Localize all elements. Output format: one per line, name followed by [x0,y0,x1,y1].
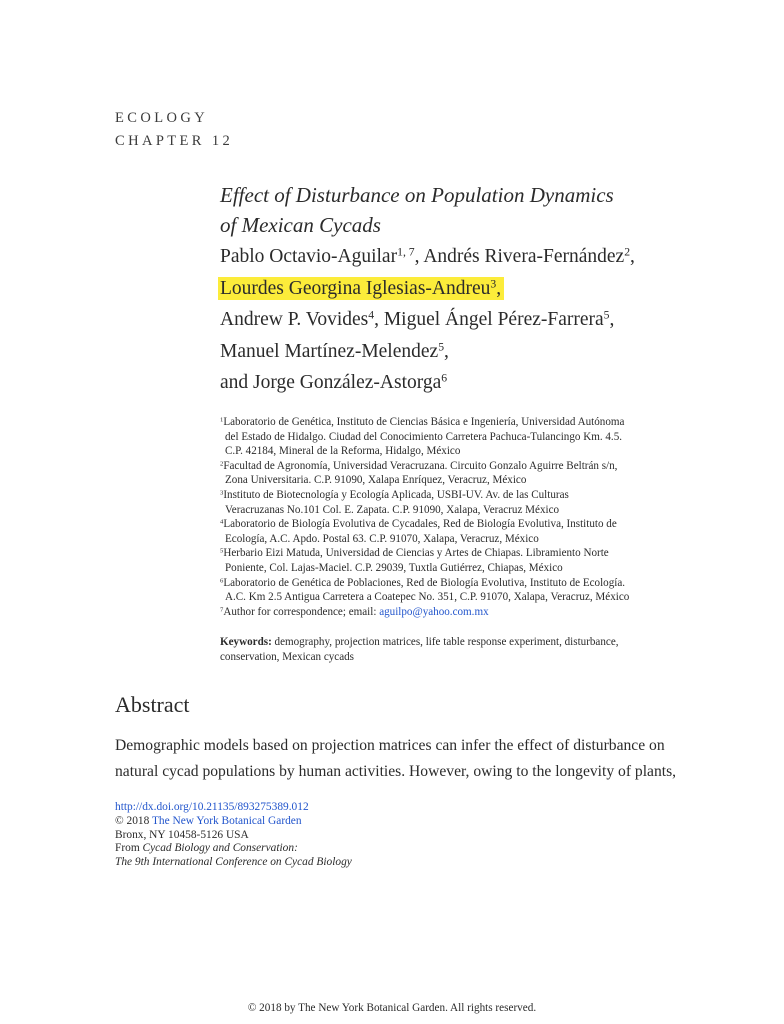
correspondence: $^7$Author for correspondence; email: aguilpo@yahoo.com.mx [220,605,489,618]
affiliation-4: $^4$Laboratorio de Biología Evolutiva de Cycadales, Red de Biología Evolutiva, Instituto de Ecología, A.C. Apdo. Postal 63. C.P. 91070, Xalapa, Veracruz, México [220,518,617,545]
author-affil-ref: 5 [438,340,445,354]
author-name: Jorge González-Astorga [253,372,442,393]
author-name: Pablo Octavio-Aguilar [220,246,398,267]
publisher-address: Bronx, NY 10458-5126 USA [115,828,249,841]
author-affil-ref: 1, 7 [397,245,415,259]
author-line-3: Andrew P. Vovides$^4$, Miguel Ángel Pérez-Farrera$^5$, [220,308,615,330]
abstract-body [115,733,675,785]
author-name: Lourdes Georgina Iglesias-Andreu [220,277,491,299]
section-label: ECOLOGY [115,110,209,126]
author-name: Andrés Rivera-Fernández [423,246,625,267]
email-link[interactable]: aguilpo@yahoo.com.mx [379,605,489,618]
affiliation-1: $^1$Laboratorio de Genética, Instituto de Ciencias Básica e Ingeniería, Universidad Autónoma del Estado de Hidalgo. Ciudad del Conocimiento Carretera Pachuca-Tulancingo Km. 4.5. C.P. 42184, Mineral de la Reforma, Hidalgo, México [220,416,625,458]
author-list [220,241,635,399]
page-copyright: © 2018 by The New York Botanical Garden. All rights reserved. [247,1002,537,1014]
author-name: Manuel Martínez-Melendez [220,340,439,362]
author-line-2 [220,273,635,305]
conference-title: The 9th International Conference on Cycad Biology [115,856,352,869]
chapter-label: CHAPTER 12 [115,133,234,149]
abstract-heading: Abstract [115,692,190,717]
author-line-1: Pablo Octavio-Aguilar$^{1, 7}$, Andrés Rivera-Fernández$^2$, [220,245,635,267]
affiliation-3: $^3$Instituto de Biotecnología y Ecología Aplicada, USBI-UV. Av. de las Culturas Veracruzanas No.101 Col. E. Zapata. C.P. 91090, Xalapa, Veracruz México [220,488,569,516]
affiliation-6: $^6$Laboratorio de Genética de Poblaciones, Red de Biología Evolutiva, Instituto de Ecología. A.C. Km 2.5 Antigua Carretera a Coatepec No. 351, C.P. 91070, Xalapa, Veracruz, México [220,576,630,604]
highlighted-author: Lourdes Georgina Iglesias-Andreu$^3$, [218,277,504,300]
author-affil-ref: 2 [624,245,631,259]
affiliations [220,415,660,619]
book-title: Cycad Biology and Conservation: [142,842,298,855]
affiliation-2: $^2$Facultad de Agronomía, Universidad Veracruzana. Circuito Gonzalo Aguirre Beltrán s/n, Zona Universitaria. C.P. 91090, Xalapa Enríquez, Veracruz, México [220,459,618,487]
abstract-line-1: Demographic models based on projection matrices can infer the effect of disturbance on [115,737,665,754]
publication-info: http://dx.doi.org/10.21135/893275389.012 © 2018 The New York Botanical Garden Bronx, NY 10458-5126 USA From Cycad Biology and Conservation: The 9th International Conference on Cycad Biology [115,801,352,869]
doi-link[interactable]: http://dx.doi.org/10.21135/893275389.012 [115,801,309,813]
title-line-1: Effect of Disturbance on Population Dynamics [220,183,614,207]
author-affil-ref: 5 [603,308,610,322]
author-affil-ref: 4 [368,308,375,322]
author-line-5: and Jorge González-Astorga$^6$ [220,371,448,393]
publisher-link[interactable]: The New York Botanical Garden [151,814,302,827]
paper-title [220,180,614,240]
author-line-4: Manuel Martínez-Melendez$^5$, [220,340,449,362]
title-line-2: of Mexican Cycads [220,213,381,237]
author-affil-ref: 6 [441,371,448,385]
keywords-text: demography, projection matrices, life table response experiment, disturbance, conservation, Mexican cycads [220,636,619,663]
affiliation-5: $^5$Herbario Eizi Matuda, Universidad de Ciencias y Artes de Chiapas. Libramiento Norte Poniente, Col. Lajas-Maciel. C.P. 29039, Tuxtla Gutiérrez, Chiapas, México [220,547,609,574]
keywords [220,635,670,665]
keywords-label: Keywords: [220,636,272,648]
author-affil-ref: 3 [490,277,497,291]
author-name: Andrew P. Vovides [220,309,369,330]
author-name: Miguel Ángel Pérez-Farrera [383,309,604,330]
abstract-line-2: natural cycad populations by human activities. However, owing to the longevity of plants, [115,763,677,780]
